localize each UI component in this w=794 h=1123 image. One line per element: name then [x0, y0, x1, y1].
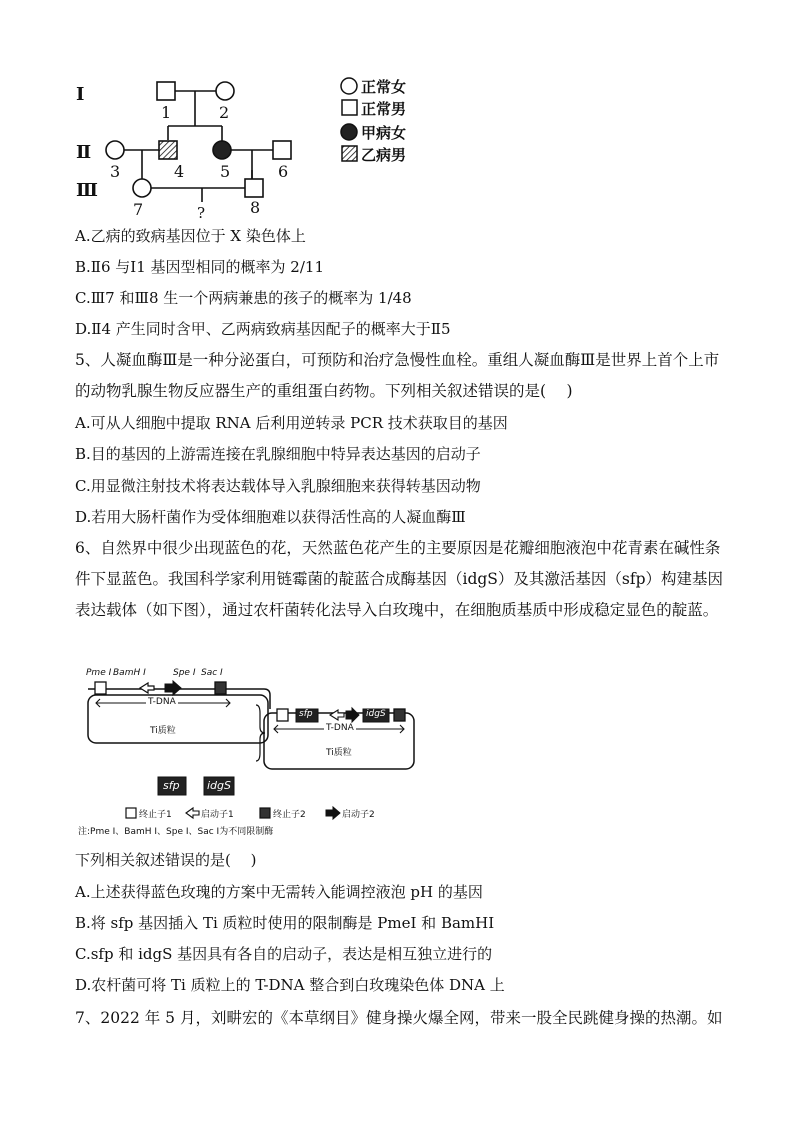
- left-terminator-1: [95, 682, 106, 694]
- q6-option-b: B.将 sfp 基因插入 Ti 质粒时使用的限制酶是 PmeI 和 BamHI: [75, 914, 495, 932]
- left-promoter-1: [140, 683, 154, 693]
- q5-option-b: B.目的基因的上游需连接在乳腺细胞中特异表达基因的启动子: [75, 445, 481, 463]
- person-1-normal-male: [157, 82, 175, 100]
- plasmid-drawing: [78, 665, 448, 840]
- person-number-8: 8: [250, 198, 261, 217]
- q7-stem: 7、2022 年 5 月，刘畊宏的《本草纲目》健身操火爆全网，带来一股全民跳健身操的热潮。如: [75, 1009, 723, 1027]
- q5-option-d: D.若用大肠杆菌作为受体细胞难以获得活性高的人凝血酶Ⅲ: [75, 508, 466, 526]
- right-idgs-label: idgS: [366, 709, 386, 719]
- right-terminator-1: [277, 709, 288, 721]
- legend-symbols: [340, 76, 360, 166]
- gen-label-3: Ⅲ: [76, 180, 98, 201]
- left-promoter-2-arrow: [165, 681, 181, 695]
- person-number-7: 7: [133, 200, 144, 219]
- site-bam: BamH Ⅰ: [113, 668, 146, 678]
- person-2-normal-female: [216, 82, 234, 100]
- legend-promoter-2: 启动子2: [342, 810, 375, 820]
- person-number-3: 3: [110, 162, 121, 181]
- legend-promoter-2-symbol: [326, 807, 340, 819]
- gen-label-1: Ⅰ: [76, 84, 85, 105]
- person-4-disease-b-male: [159, 141, 177, 159]
- legend-promoter-1-symbol: [186, 808, 199, 818]
- q6-question: 下列相关叙述错误的是( ): [75, 851, 257, 869]
- left-tdna-label: T-DNA: [148, 697, 176, 707]
- gen-label-2: Ⅱ: [76, 142, 92, 163]
- site-sac: Sac Ⅰ: [201, 668, 223, 678]
- q6-option-a: A.上述获得蓝色玫瑰的方案中无需转入能调控液泡 pH 的基因: [75, 883, 483, 901]
- site-pme: Pme Ⅰ: [86, 668, 112, 678]
- idgs-fragment-label: idgS: [207, 779, 232, 792]
- legend-terminator-2-symbol: [260, 808, 270, 818]
- q4-option-b: B.Ⅱ6 与Ⅰ1 基因型相同的概率为 2/11: [75, 258, 324, 276]
- right-ti-label: Ti质粒: [326, 748, 352, 758]
- legend-disease-b-male: 乙病男: [361, 146, 407, 164]
- legend-terminator-1-symbol: [126, 808, 136, 818]
- plasmid-diagram: [78, 665, 448, 840]
- right-terminator-2: [394, 709, 405, 721]
- q6-option-d: D.农杆菌可将 Ti 质粒上的 T-DNA 整合到白玫瑰染色体 DNA 上: [75, 976, 505, 994]
- q4-option-c: C.Ⅲ7 和Ⅲ8 生一个两病兼患的孩子的概率为 1/48: [75, 289, 412, 307]
- legend-normal-male-symbol: [342, 100, 357, 115]
- person-number-2: 2: [219, 103, 230, 122]
- legend-disease-a-female-symbol: [341, 124, 357, 140]
- q4-option-d: D.Ⅱ4 产生同时含甲、乙两病致病基因配子的概率大于Ⅱ5: [75, 320, 451, 338]
- legend-terminator-1: 终止子1: [139, 810, 172, 820]
- person-number-6: 6: [278, 162, 289, 181]
- legend-terminator-2: 终止子2: [273, 810, 306, 820]
- person-number-4: 4: [174, 162, 185, 181]
- right-sfp-label: sfp: [299, 709, 313, 719]
- person-number-5: 5: [220, 162, 231, 181]
- person-8-normal-male: [245, 179, 263, 197]
- legend-normal-female-symbol: [341, 78, 357, 94]
- sfp-fragment-label: sfp: [163, 779, 180, 792]
- right-tdna-label: T-DNA: [326, 723, 354, 733]
- legend-disease-b-male-symbol: [342, 146, 357, 161]
- person-6-normal-male: [273, 141, 291, 159]
- q6-stem: 6、自然界中很少出现蓝色的花，天然蓝色花产生的主要原因是花瓣细胞液泡中花青素在碱性条件下显蓝色。我国科学家利用链霉菌的靛蓝合成酶基因（idgS）及其激活基因（sfp）构建基因表达载体（如下图），通过农杆菌转化法导入白玫瑰中，在细胞质基质中形成稳定显色的靛蓝。: [75, 539, 724, 619]
- legend-disease-a-female: 甲病女: [361, 124, 407, 142]
- person-3-normal-female: [106, 141, 124, 159]
- person-7-normal-female: [133, 179, 151, 197]
- left-plasmid-outline: [88, 689, 270, 709]
- q5-stem: 5、人凝血酶Ⅲ是一种分泌蛋白，可预防和治疗急慢性血栓。重组人凝血酶Ⅲ是世界上首个上市的动物乳腺生物反应器生产的重组蛋白药物。下列相关叙述错误的是( ): [75, 351, 720, 400]
- person-number-1: 1: [161, 103, 172, 122]
- q6-option-c: C.sfp 和 idgS 基因具有各自的启动子，表达是相互独立进行的: [75, 945, 493, 963]
- legend-promoter-1: 启动子1: [201, 810, 234, 820]
- left-terminator-2: [215, 682, 226, 694]
- site-spe: Spe Ⅰ: [173, 668, 196, 678]
- right-promoter-2: [346, 708, 359, 722]
- right-promoter-1: [330, 710, 344, 720]
- legend-normal-female: 正常女: [361, 78, 407, 96]
- person-5-disease-a-female: [213, 141, 231, 159]
- left-plasmid-ring: [88, 695, 268, 743]
- legend-normal-male: 正常男: [361, 100, 407, 118]
- diagram-note: 注:Pme Ⅰ、BamH Ⅰ、Spe Ⅰ、Sac Ⅰ为不同限制酶: [78, 827, 274, 837]
- q5-option-a: A.可从人细胞中提取 RNA 后利用逆转录 PCR 技术获取目的基因: [75, 414, 508, 432]
- left-ti-label: Ti质粒: [150, 726, 176, 736]
- q4-option-a: A.乙病的致病基因位于 X 染色体上: [75, 227, 306, 245]
- pedigree-legend: [340, 76, 460, 166]
- q5-option-c: C.用显微注射技术将表达载体导入乳腺细胞来获得转基因动物: [75, 477, 481, 495]
- unknown-child-mark: ?: [197, 204, 206, 222]
